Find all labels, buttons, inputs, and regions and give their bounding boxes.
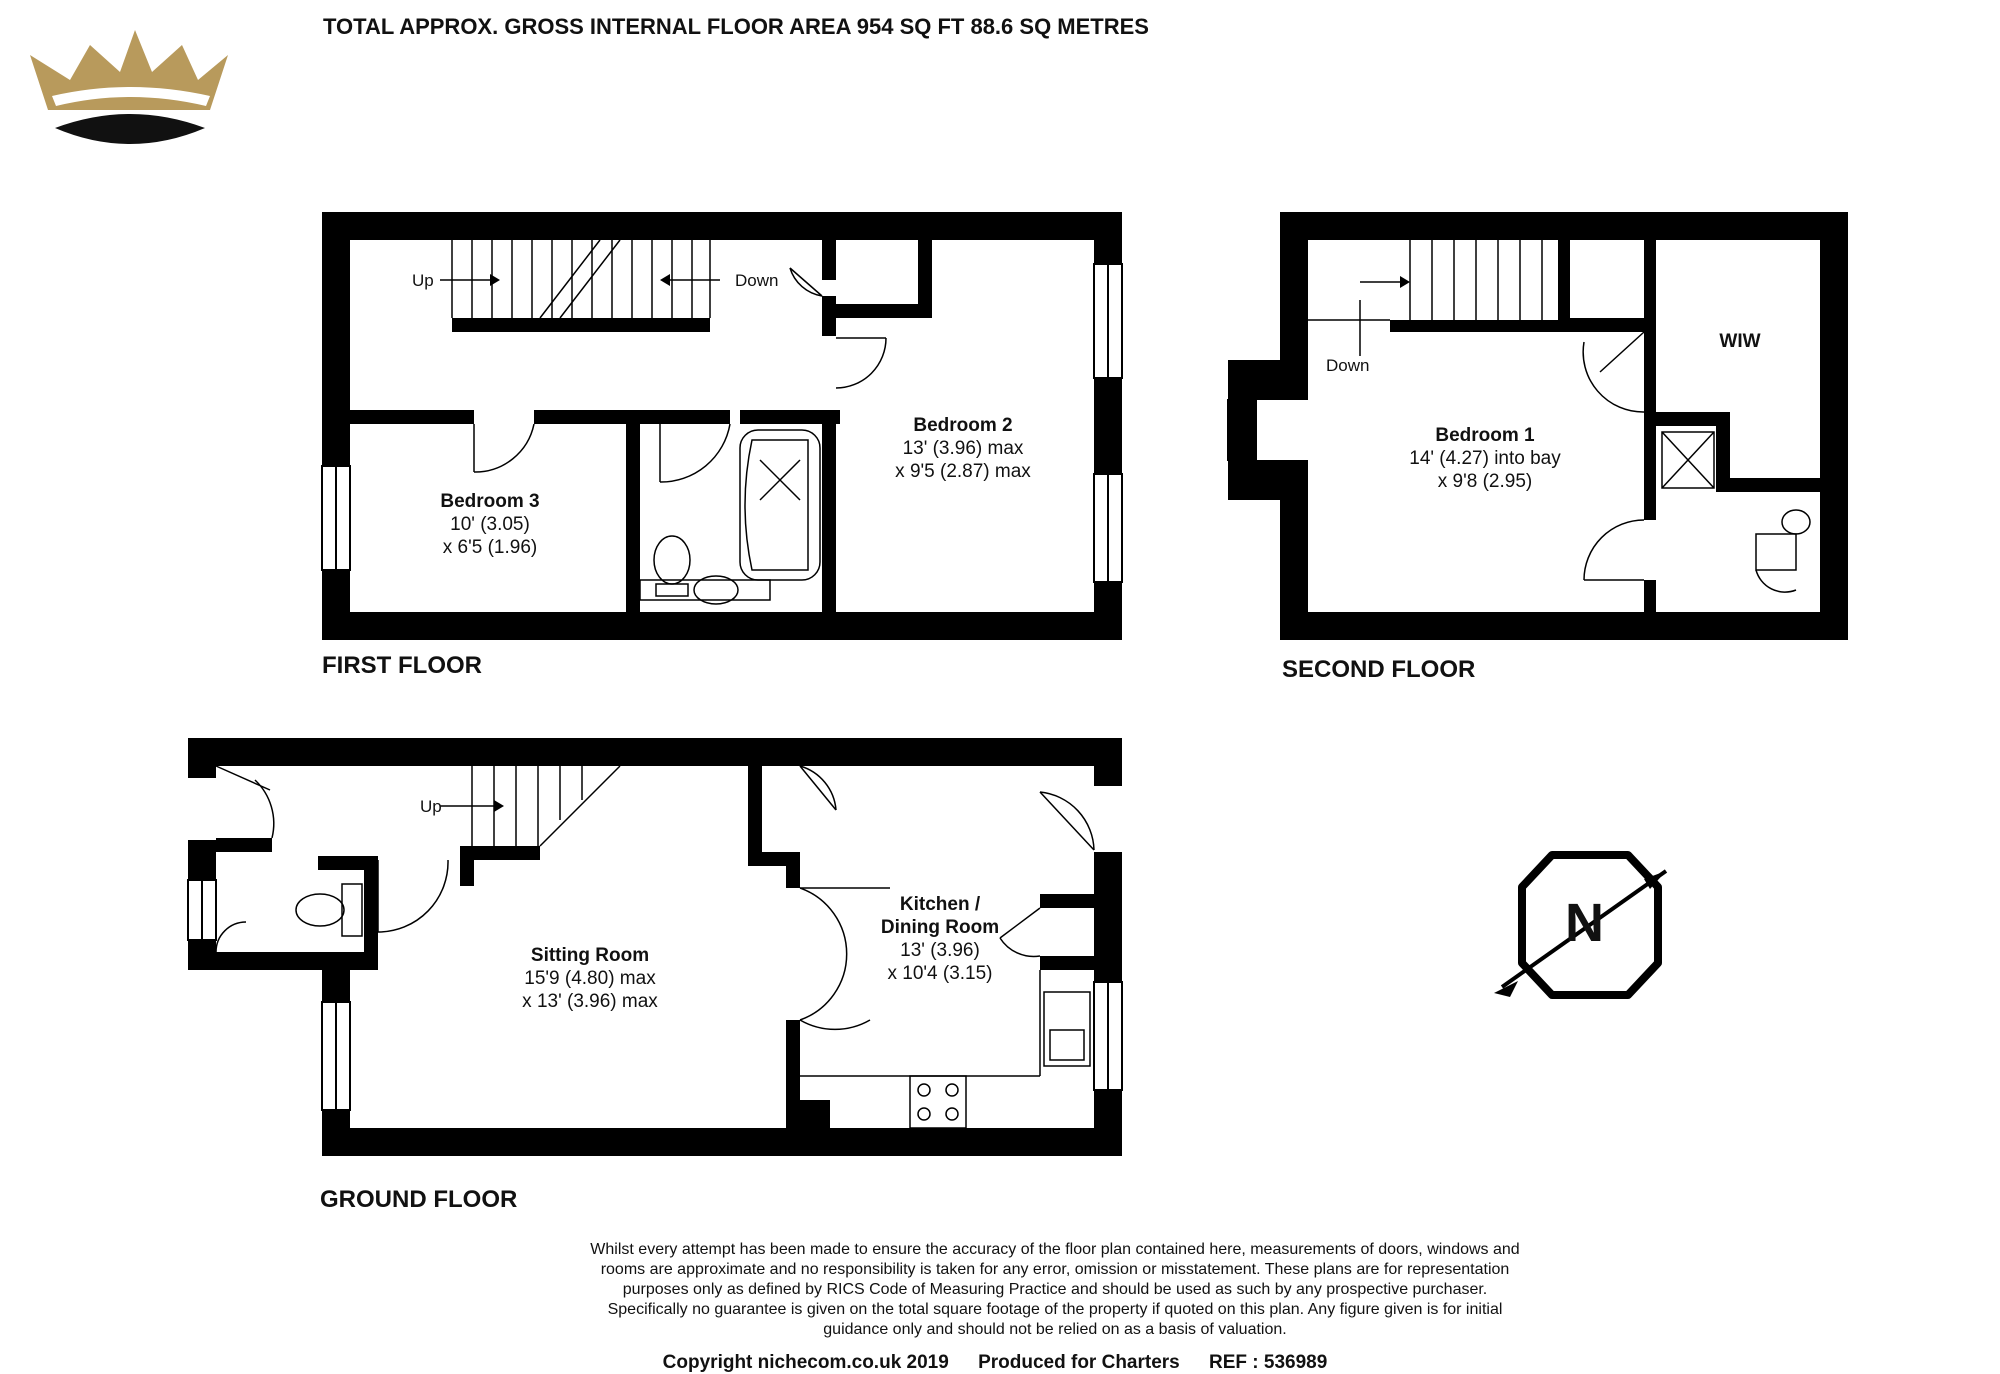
bedroom-1-name: Bedroom 1 <box>1435 425 1535 446</box>
disclaimer-line: rooms are approximate and no responsibility is taken for any error, omission or misstatement. These plans are for representation <box>600 1261 1510 1278</box>
copyright-text: Copyright nichecom.co.uk 2019 <box>662 1352 949 1373</box>
total-floor-area-title: TOTAL APPROX. GROSS INTERNAL FLOOR AREA 954 SQ FT 88.6 SQ METRES <box>323 14 1149 39</box>
disclaimer-line: Whilst every attempt has been made to ensure the accuracy of the floor plan contained here, measurements of doors, windows and <box>590 1241 1520 1258</box>
disclaimer-text <box>440 1240 1670 1340</box>
bedroom-1-dim2: x 9'8 (2.95) <box>1437 471 1533 492</box>
second-floor-label: SECOND FLOOR <box>1282 656 1476 683</box>
sitting-room-label <box>480 944 700 1013</box>
walk-in-wardrobe-label: WIW <box>1719 331 1761 352</box>
kitchen-name-line2: Dining Room <box>880 917 1000 938</box>
sitting-room-name: Sitting Room <box>530 945 650 966</box>
crown-logo-icon <box>30 30 228 144</box>
footer <box>0 1352 1990 1374</box>
first-floor-label: FIRST FLOOR <box>322 652 482 679</box>
disclaimer-line: Specifically no guarantee is given on the total square footage of the property if quoted on this plan. Any figure given is for initial <box>607 1301 1503 1318</box>
second-floor-stairs-down-label: Down <box>1326 356 1370 375</box>
produced-for-text: Produced for Charters <box>978 1352 1180 1373</box>
bedroom-3-label <box>400 490 580 559</box>
sitting-room-dim1: 15'9 (4.80) max <box>524 968 656 989</box>
kitchen-dim1: 13' (3.96) <box>900 940 980 961</box>
bedroom-3-name: Bedroom 3 <box>440 491 540 512</box>
sitting-room-dim2: x 13' (3.96) max <box>522 991 658 1012</box>
disclaimer-line: guidance only and should not be relied on as a basis of valuation. <box>823 1321 1287 1338</box>
bedroom-2-label <box>848 414 1078 483</box>
ground-floor-label: GROUND FLOOR <box>320 1186 518 1213</box>
kitchen-dining-label <box>860 893 1020 985</box>
bedroom-2-dim2: x 9'5 (2.87) max <box>895 461 1031 482</box>
kitchen-dim2: x 10'4 (3.15) <box>887 963 993 984</box>
first-floor-stairs-up-label: Up <box>412 271 434 290</box>
kitchen-name-line1: Kitchen / <box>899 894 981 915</box>
reference-number: REF : 536989 <box>1209 1352 1328 1373</box>
bedroom-3-dim2: x 6'5 (1.96) <box>442 537 538 558</box>
bedroom-1-dim1: 14' (4.27) into bay <box>1409 448 1561 469</box>
bedroom-2-name: Bedroom 2 <box>913 415 1013 436</box>
bedroom-1-label <box>1360 424 1610 493</box>
ground-floor-stairs-up-label: Up <box>420 797 442 816</box>
bedroom-2-dim1: 13' (3.96) max <box>902 438 1024 459</box>
disclaimer-line: purposes only as defined by RICS Code of Measuring Practice and should be used as such by any prospective purchaser. <box>622 1281 1488 1298</box>
first-floor-stairs-down-label: Down <box>735 271 779 290</box>
bedroom-3-dim1: 10' (3.05) <box>450 514 530 535</box>
compass-north-letter: N <box>1565 893 1604 953</box>
